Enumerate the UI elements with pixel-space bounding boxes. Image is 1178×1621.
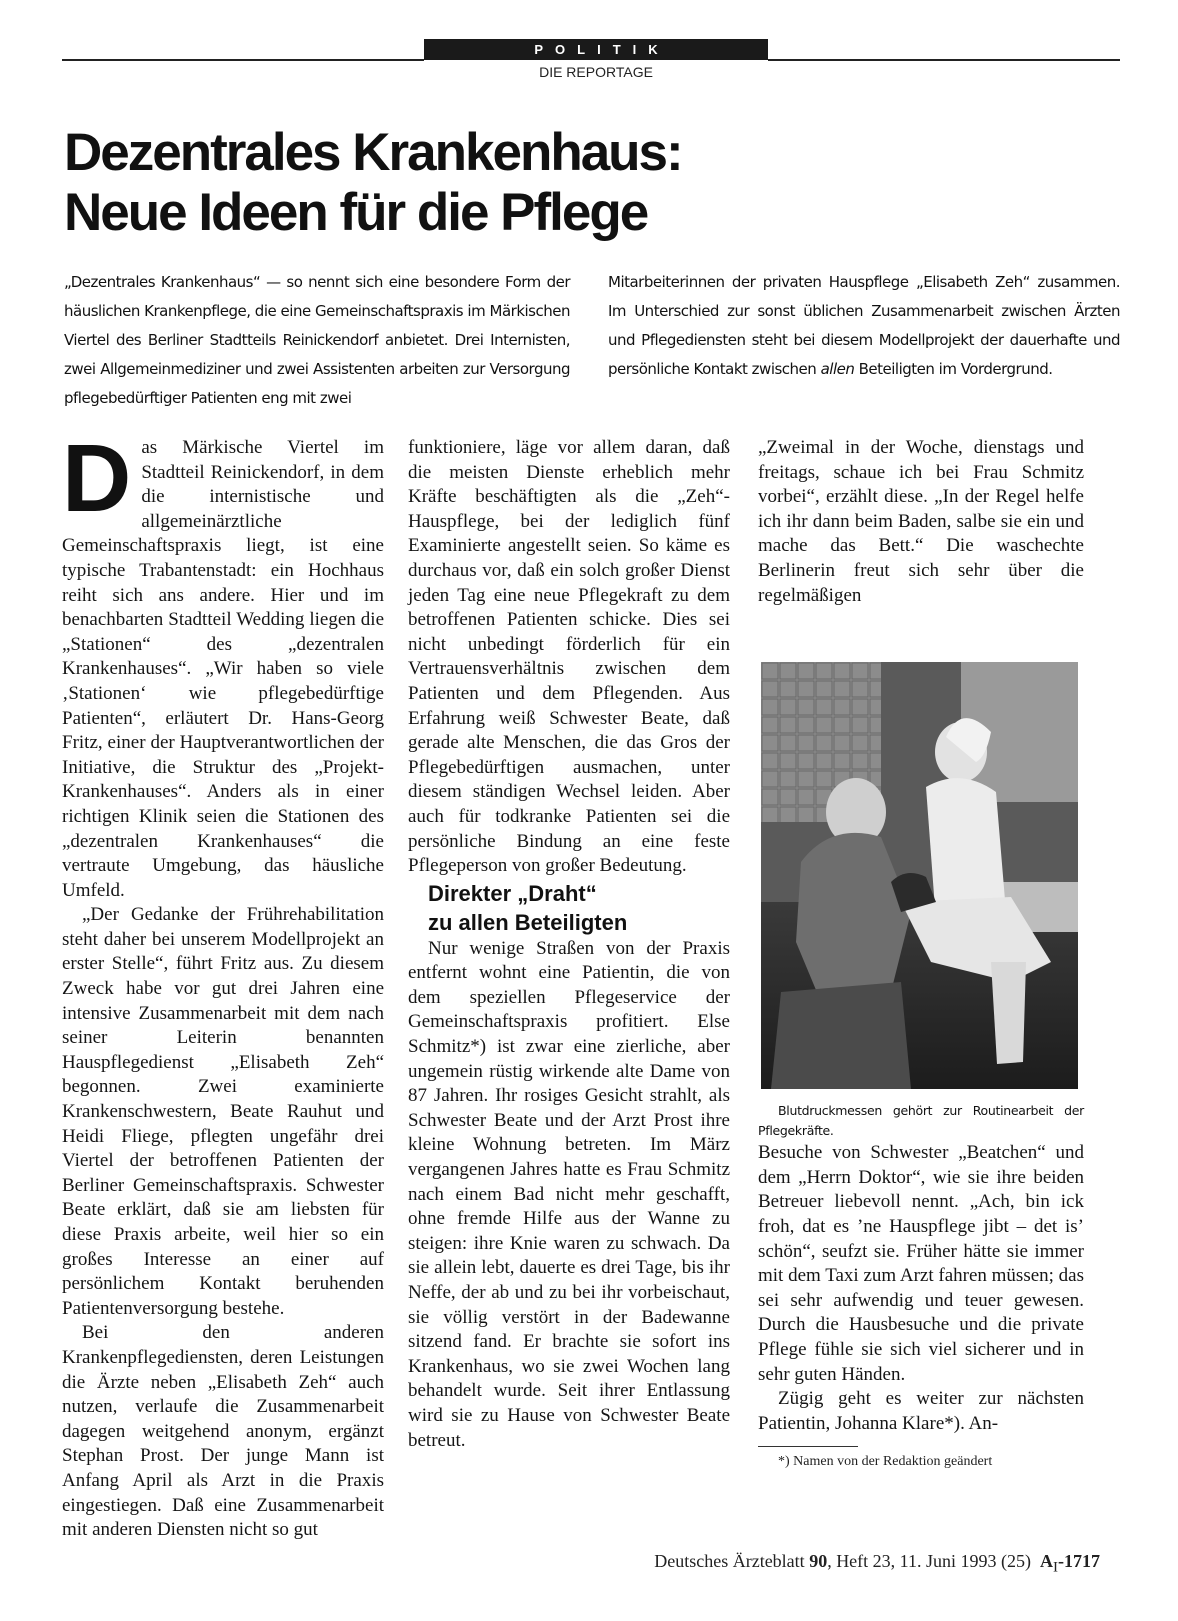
issue-date: , Heft 23, 11. Juni 1993 (25): [827, 1551, 1031, 1571]
volume-number: 90: [809, 1551, 828, 1571]
lead-right-text-a: Mitarbeiterinnen der privaten Hauspflege „Elisabeth Zeh“ zusammen. Im Unterschied zur sonst üblichen Zusammenarbeit zwischen Ärzten und Pflegediensten steht bei diesem Modellprojekt der dauerhafte und persönliche Kontakt zwischen: [608, 273, 1120, 378]
header-rule-right: [768, 59, 1120, 61]
title-line-2: Neue Ideen für die Pflege: [64, 183, 648, 242]
body-paragraph: Besuche von Schwester „Beatchen“ und dem „Herrn Doktor“, wie sie ihre beiden Betreuer liebevoll nennt. „Ach, bin ick froh, dat es ’ne Hauspflege jibt – det is’ schön“, seufzt sie. Früher hätte sie immer mit dem Taxi zum Arzt fahren müssen; das sei sehr aufwendig und teuer gewesen. Durch die Hausbesuche und die private Pflege fühle sie sich viel sicherer und in sehr guten Händen.: [758, 1142, 1084, 1385]
article-title: [64, 123, 1064, 243]
title-line-1: Dezentrales Krankenhaus:: [64, 123, 682, 182]
journal-name: Deutsches Ärzteblatt: [654, 1551, 805, 1571]
body-column-1: [62, 425, 384, 1543]
photo-caption: Blutdruckmessen gehört zur Routinearbeit der Pflegekräfte.: [758, 1103, 1084, 1139]
body-paragraph: Bei den anderen Krankenpflegediensten, deren Leistungen die Ärzte neben „Elisabeth Zeh“ auch nutzen, verlaufe die Zusammenarbeit dagegen weitgehend anonym, ergänzt Stephan Prost. Der junge Mann ist Anfang April als Arzt in die Praxis eingestiegen. Daß eine Zusammenarbeit mit anderen Diensten nicht so gut: [62, 1322, 384, 1541]
body-paragraph: „Zweimal in der Woche, dienstags und freitags, schaue ich bei Frau Schmitz vorbei“, erzählt diese. „In der Regel helfe ich ihr dann beim Baden, salbe sie ein und mache das Bett.“ Die waschechte Berlinerin freut sich sehr über die regelmäßigen: [758, 437, 1084, 606]
body-paragraph: „Der Gedanke der Frührehabilitation steht daher bei unserem Modellprojekt an erster Stelle“, führt Fritz aus. Zu diesem Zweck habe vor gut drei Jahren eine intensive Zusammenarbeit mit dem nach seiner Leiterin benannten Hauspflegedienst „Elisabeth Zeh“ begonnen. Zwei examinierte Krankenschwestern, Beate Rauhut und Heidi Fliege, pflegten ungefähr drei Viertel der betroffenen Patienten der Berliner Gemeinschaftspraxis. Schwester Beate erklärt, daß sie am liebsten für diese Praxis arbeite, weil hier so ein großes Interesse an einer auf persönlichem Kontakt beruhenden Patientenversorgung bestehe.: [62, 904, 384, 1319]
subsection-label: DIE REPORTAGE: [539, 64, 653, 80]
footnote-rule: [758, 1446, 858, 1447]
subheading-line-1: Direkter „Draht“: [428, 880, 597, 906]
body-paragraph: [62, 425, 384, 903]
footnote: *) Namen von der Redaktion geändert: [778, 1454, 993, 1470]
body-paragraph: Nur wenige Straßen von der Praxis entfernt wohnt eine Patientin, die von dem speziellen Pflegeservice der Gemeinschaftspraxis profitiert. Else Schmitz*) ist zwar eine zierliche, aber ungemein rüstig wirkende alte Dame von 87 Jahren. Ihr rosiges Gesicht strahlt, als Schwester Beate und der Arzt Prost ihre kleine Wohnung betreten. Im März vergangenen Jahres hatte es Frau Schmitz nach einem Bad nicht mehr geschafft, ohne fremde Hilfe aus der Wanne zu steigen: ihre Knie waren zu schwach. Da sie allein lebt, dauerte es drei Tage, bis ihr Neffe, der ab und zu bei ihr vorbeischaut, sie völlig verstört in der Badewanne sitzend fand. Er brachte sie sofort ins Krankenhaus, wo sie zwei Wochen lang behandelt wurde. Seit ihrer Entlassung wird sie zu Hause von Schwester Beate betreut.: [408, 937, 730, 1451]
body-column-2: [408, 436, 730, 1453]
page-subscript: I: [1053, 1559, 1058, 1576]
lead-paragraph-right: [608, 268, 1120, 384]
lead-emphasis: allen: [820, 360, 855, 378]
body-paragraph: funktioniere, läge vor allem daran, daß die meisten Dienste erheblich mehr Kräfte beschäftigten als die „Zeh“-Hauspflege, bei der lediglich fünf Examinierte angestellt seien. So käme es durchaus vor, daß ein solch großer Dienst jeden Tag eine neue Pflegekraft zu dem betroffenen Patienten schicke. Dies sei nicht unbedingt förderlich für ein Vertrauensverhältnis zwischen dem Patienten und dem Pflegenden. Aus Erfahrung weiß Schwester Beate, daß gerade alte Menschen, die das Gros der Pflegebedürftigen ausmachen, unter diesem ständigen Wechsel leiden. Aber auch für todkranke Patienten sei die persönliche Bindung an eine feste Pflegeperson von großer Bedeutung.: [408, 437, 730, 877]
page-footer: [580, 1551, 1100, 1577]
paragraph-text: as Märkische Viertel im Stadtteil Reinickendorf, in dem die internistische und allgemeinärztliche Gemeinschaftspraxis liegt, ist eine typische Trabantenstadt: ein Hochhaus reiht sich ans andere. Hier und im benachbarten Stadtteil Wedding liegen die „Stationen“ des „dezentralen Krankenhauses“. „Wir haben so viele ‚Stationen‘ wie pflegebedürftige Patienten“, erläutert Dr. Hans-Georg Fritz, einer der Hauptverantwortlichen der Initiative, die Struktur des „Projekt-Krankenhauses“. Anders als in einer richtigen Klinik seien die Stationen des „dezentralen Krankenhauses“ die vertraute Umgebung, das häusliche Umfeld.: [62, 437, 384, 901]
photo-blood-pressure-measurement: [761, 662, 1078, 1089]
subheading-line-2: zu allen Beteiligten: [428, 909, 628, 935]
body-paragraph: Zügig geht es weiter zur nächsten Patientin, Johanna Klare*). An-: [758, 1388, 1084, 1434]
page-number: -1717: [1058, 1551, 1100, 1571]
page-prefix: A: [1040, 1551, 1053, 1571]
section-label: POLITIK: [424, 39, 768, 60]
drop-cap: D: [62, 425, 132, 532]
body-column-3: [758, 436, 1084, 1471]
header-rule-left: [62, 59, 424, 61]
section-subheading: [408, 879, 730, 937]
lead-right-text-b: Beteiligten im Vordergrund.: [854, 360, 1053, 378]
lead-paragraph-left: „Dezentrales Krankenhaus“ — so nennt sich eine besondere Form der häuslichen Krankenpflege, die eine Gemeinschaftspraxis im Märkischen Viertel des Berliner Stadtteils Reinickendorf anbietet. Drei Internisten, zwei Allgemeinmediziner und zwei Assistenten arbeiten zur Versorgung pflegebedürftiger Patienten eng mit zwei: [64, 273, 570, 407]
